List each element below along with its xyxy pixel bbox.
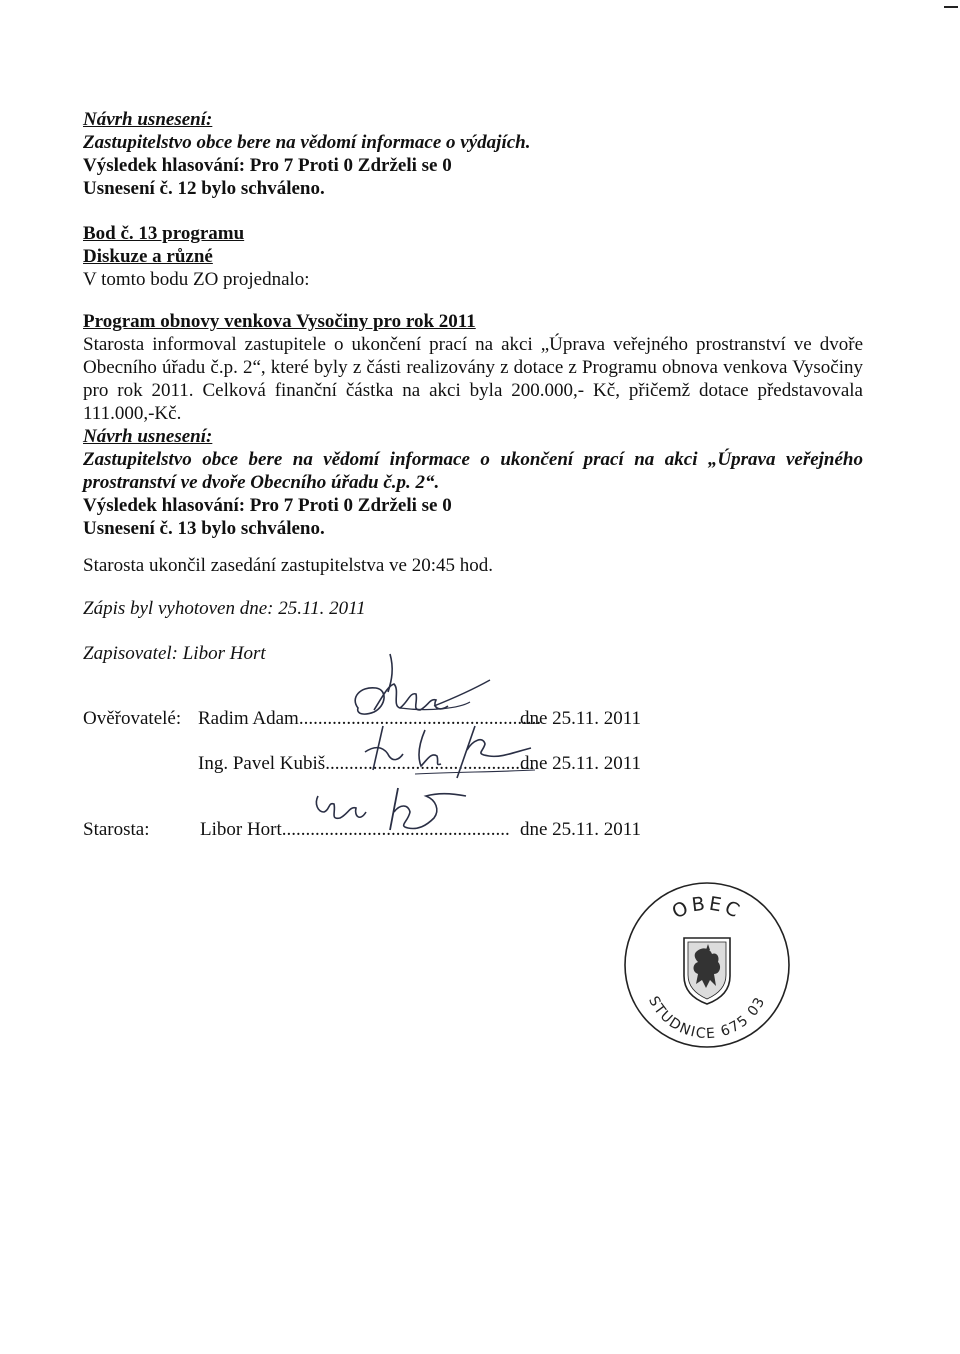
topic-paragraph: Starosta informoval zastupitele o ukončení prací na akci „Úprava veřejného prostranství ve dvoře Obecního úřadu č.p. 2“, které byly z části realizovány z dotace z Programu obnova venkova Vysočiny pro rok 2011. Celková finanční částka na akci byla 200.000,- Kč, přičemž dotace představovala 111.000,-Kč. bbox=[83, 334, 863, 424]
proposal-label: Návrh usnesení: bbox=[83, 426, 213, 447]
mayor-row bbox=[200, 818, 510, 841]
signature-line: ............................................ bbox=[325, 753, 535, 774]
resolution-result: Usnesení č. 13 bylo schváleno. bbox=[83, 518, 325, 539]
proposal-text: Zastupitelstvo obce bere na vědomí informace o ukončení prací na akci „Úprava veřejného prostranství ve dvoře Obecního úřadu č.p. 2“. bbox=[83, 449, 863, 493]
verifier-name: Ing. Pavel Kubiš bbox=[198, 753, 326, 774]
agenda-intro: V tomto bodu ZO projednalo: bbox=[83, 269, 310, 290]
vote-result: Výsledek hlasování: Pro 7 Proti 0 Zdrželi se 0 bbox=[83, 495, 452, 516]
signature-line: ................................................... bbox=[298, 708, 542, 729]
proposal-text: Zastupitelstvo obce bere na vědomí informace o výdajích. bbox=[83, 132, 531, 153]
mayor-label: Starosta: bbox=[83, 819, 150, 840]
mayor-name: Libor Hort bbox=[200, 819, 282, 840]
topic-title: Program obnovy venkova Vysočiny pro rok 2011 bbox=[83, 311, 476, 332]
recorder: Zapisovatel: Libor Hort bbox=[83, 643, 266, 664]
verifier-date: dne 25.11. 2011 bbox=[520, 753, 642, 774]
verifier-date: dne 25.11. 2011 bbox=[520, 708, 642, 729]
stamp-bottom-text: STUDNICE 675 03 bbox=[645, 993, 769, 1043]
section-12-block bbox=[83, 108, 863, 200]
proposal-label: Návrh usnesení: bbox=[83, 109, 213, 130]
verifier-row bbox=[198, 707, 541, 730]
closing-statement: Starosta ukončil zasedání zastupitelstva ve 20:45 hod. bbox=[83, 555, 493, 576]
verifier-name: Radim Adam bbox=[198, 708, 299, 729]
stamp-top-text: OBEC bbox=[668, 892, 746, 924]
resolution-result: Usnesení č. 12 bylo schváleno. bbox=[83, 178, 325, 199]
agenda-item-subheading: Diskuze a různé bbox=[83, 246, 213, 267]
vote-result: Výsledek hlasování: Pro 7 Proti 0 Zdrželi se 0 bbox=[83, 155, 452, 176]
section-13-body bbox=[83, 310, 863, 540]
signature-line: ................................................ bbox=[281, 819, 510, 840]
agenda-item-heading: Bod č. 13 programu bbox=[83, 223, 245, 244]
scan-corner-mark bbox=[944, 6, 958, 8]
official-stamp bbox=[622, 880, 792, 1050]
verifier-row bbox=[198, 752, 534, 775]
mayor-date: dne 25.11. 2011 bbox=[520, 819, 642, 840]
coat-of-arms-icon bbox=[684, 938, 730, 1004]
record-date: Zápis byl vyhotoven dne: 25.11. 2011 bbox=[83, 598, 366, 619]
section-13-header bbox=[83, 222, 863, 291]
verifiers-label: Ověřovatelé: bbox=[83, 708, 182, 729]
